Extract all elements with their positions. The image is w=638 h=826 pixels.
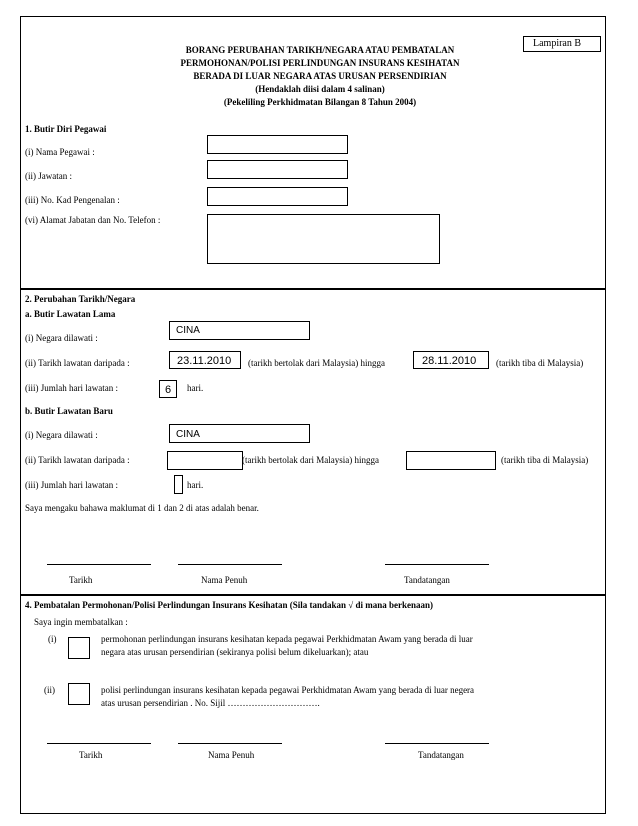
section-divider-2 <box>21 594 605 596</box>
lawatan-baru-title: b. Butir Lawatan Baru <box>25 406 113 416</box>
b-hari-label: (iii) Jumlah hari lawatan : <box>25 480 118 490</box>
sig-tandatangan-label-2: Tandatangan <box>418 750 464 760</box>
cancel-intro: Saya ingin membatalkan : <box>34 617 128 627</box>
option1-checkbox[interactable] <box>68 637 90 659</box>
nama-label: (i) Nama Pegawai : <box>25 147 95 157</box>
section-divider-1 <box>21 288 605 290</box>
option1-text-line1: permohonan perlindungan insurans kesihatan kepada pegawai Perkhidmatan Awam yang berada di luar <box>101 634 473 644</box>
b-tarikh-to-field[interactable] <box>406 451 496 470</box>
section1-title: 1. Butir Diri Pegawai <box>25 124 107 134</box>
option2-text-line1: polisi perlindungan insurans kesihatan kepada pegawai Perkhidmatan Awam yang berada di luar negera <box>101 685 475 695</box>
sig-nama-label-2: Nama Penuh <box>208 750 255 760</box>
b-negara-label: (i) Negara dilawati : <box>25 430 98 440</box>
nama-field[interactable] <box>207 135 348 154</box>
b-tiba-text: (tarikh tiba di Malaysia) <box>501 455 589 465</box>
signature-line-tandatangan-2 <box>385 743 489 744</box>
sig-tarikh-label-2: Tarikh <box>79 750 103 760</box>
a-bertolak-text: (tarikh bertolak dari Malaysia) hingga <box>248 358 385 368</box>
form-reference: (Pekeliling Perkhidmatan Bilangan 8 Tahun 2004) <box>223 97 417 107</box>
signature-line-tandatangan-1 <box>385 564 489 565</box>
b-hari-unit: hari. <box>187 480 204 490</box>
option2-number: (ii) <box>44 685 55 695</box>
lampiran-text: Lampiran B <box>533 38 582 49</box>
form-title-line3: BERADA DI LUAR NEGARA ATAS URUSAN PERSENDIRIAN <box>193 71 447 81</box>
section2-title: 2. Perubahan Tarikh/Negara <box>25 294 136 304</box>
option1-number: (i) <box>48 634 57 644</box>
a-hari-value: 6 <box>165 384 172 396</box>
a-hari-unit: hari. <box>187 383 204 393</box>
kp-label: (iii) No. Kad Pengenalan : <box>25 195 120 205</box>
b-negara-field[interactable] <box>169 424 310 443</box>
a-tarikh-to-value: 28.11.2010 <box>422 355 477 367</box>
jawatan-label: (ii) Jawatan : <box>25 171 72 181</box>
option2-checkbox[interactable] <box>68 683 90 705</box>
signature-line-nama-2 <box>178 743 282 744</box>
a-tarikh-from-value: 23.11.2010 <box>177 355 232 367</box>
a-hari-field[interactable] <box>159 380 177 398</box>
a-negara-field[interactable] <box>169 321 310 340</box>
lawatan-lama-title: a. Butir Lawatan Lama <box>25 309 116 319</box>
alamat-field[interactable] <box>207 214 440 264</box>
lampiran-badge <box>523 36 601 52</box>
alamat-label: (vi) Alamat Jabatan dan No. Telefon : <box>25 215 161 225</box>
form-title-line2: PERMOHONAN/POLISI PERLINDUNGAN INSURANS KESIHATAN <box>180 58 460 68</box>
signature-line-tarikh-1 <box>47 564 151 565</box>
sig-nama-label-1: Nama Penuh <box>201 575 248 585</box>
signature-line-nama-1 <box>178 564 282 565</box>
option1-text-line2: negara atas urusan persendirian (sekiranya polisi belum dikeluarkan); atau <box>101 647 369 657</box>
b-negara-value: CINA <box>176 429 200 440</box>
declaration-text: Saya mengaku bahawa maklumat di 1 dan 2 di atas adalah benar. <box>25 503 259 513</box>
sig-tandatangan-label-1: Tandatangan <box>404 575 450 585</box>
form-title-line1: BORANG PERUBAHAN TARIKH/NEGARA ATAU PEMBATALAN <box>185 45 455 55</box>
b-hari-field[interactable] <box>174 475 183 494</box>
form-instruction: (Hendaklah diisi dalam 4 salinan) <box>255 84 385 94</box>
jawatan-field[interactable] <box>207 160 348 179</box>
b-tarikh-label: (ii) Tarikh lawatan daripada : <box>25 455 130 465</box>
a-tarikh-from-field[interactable] <box>169 351 241 369</box>
a-hari-label: (iii) Jumlah hari lawatan : <box>25 383 118 393</box>
sig-tarikh-label-1: Tarikh <box>69 575 93 585</box>
a-tiba-text: (tarikh tiba di Malaysia) <box>496 358 584 368</box>
b-bertolak-text: (tarikh bertolak dari Malaysia) hingga <box>242 455 379 465</box>
a-negara-value: CINA <box>176 325 200 336</box>
b-tarikh-from-field[interactable] <box>167 451 243 470</box>
a-tarikh-to-field[interactable] <box>413 351 489 369</box>
a-tarikh-label: (ii) Tarikh lawatan daripada : <box>25 358 130 368</box>
a-negara-label: (i) Negara dilawati : <box>25 333 98 343</box>
kp-field[interactable] <box>207 187 348 206</box>
section4-title: 4. Pembatalan Permohonan/Polisi Perlindungan Insurans Kesihatan (Sila tandakan √ di mana berkenaan) <box>25 600 434 610</box>
option2-text-line2: atas urusan persendirian . No. Sijil …………………………. <box>101 698 320 708</box>
signature-line-tarikh-2 <box>47 743 151 744</box>
